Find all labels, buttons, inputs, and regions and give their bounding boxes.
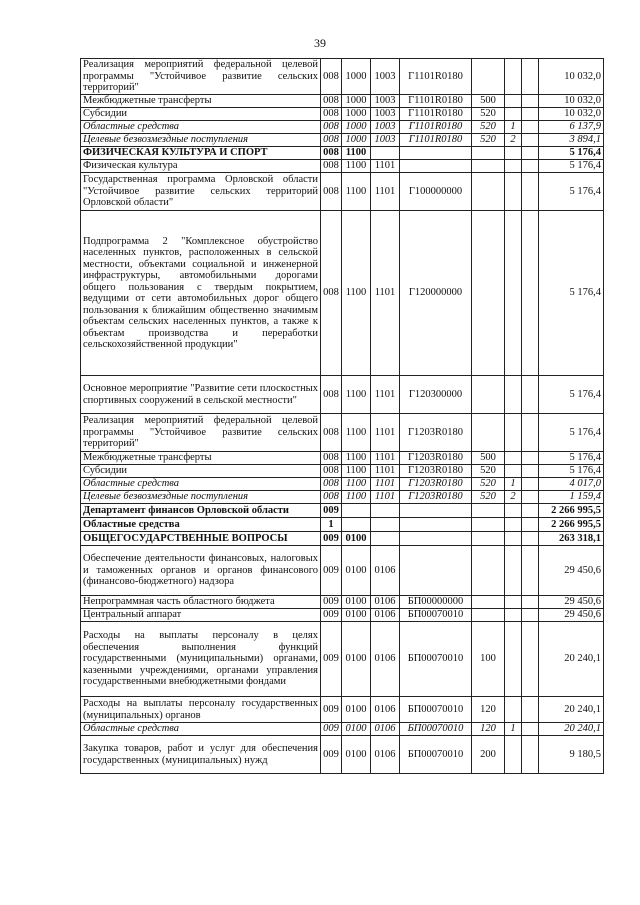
- table-row: [81, 465, 604, 478]
- table-row: [81, 622, 604, 697]
- row-name: Целевые безвозмездные поступления: [81, 134, 321, 147]
- row-source: 2: [505, 491, 522, 504]
- row-section-code: 1100: [342, 147, 371, 160]
- row-name: Субсидии: [81, 108, 321, 121]
- row-amount: 29 450,6: [539, 596, 604, 609]
- row-ministry-code: 008: [321, 95, 342, 108]
- row-source: [505, 414, 522, 452]
- row-amount: 5 176,4: [539, 211, 604, 376]
- row-ministry-code: 008: [321, 121, 342, 134]
- row-source: [505, 697, 522, 723]
- row-amount: 6 137,9: [539, 121, 604, 134]
- row-source: [505, 546, 522, 596]
- row-amount: 10 032,0: [539, 108, 604, 121]
- row-ministry-code: 008: [321, 134, 342, 147]
- row-target-code: БП00000000: [400, 596, 472, 609]
- row-source-extra: [522, 609, 539, 622]
- row-section-code: [342, 504, 371, 518]
- row-section-code: 0100: [342, 736, 371, 774]
- row-name: Межбюджетные трансферты: [81, 452, 321, 465]
- row-target-code: Г1101R0180: [400, 108, 472, 121]
- row-name: Центральный аппарат: [81, 609, 321, 622]
- row-name: Непрограммная часть областного бюджета: [81, 596, 321, 609]
- row-name: ФИЗИЧЕСКАЯ КУЛЬТУРА И СПОРТ: [81, 147, 321, 160]
- row-subsection-code: 1003: [371, 134, 400, 147]
- row-source-extra: [522, 452, 539, 465]
- table-row: [81, 414, 604, 452]
- row-target-code: Г120000000: [400, 211, 472, 376]
- row-source: [505, 160, 522, 173]
- row-name: Межбюджетные трансферты: [81, 95, 321, 108]
- row-expense-type: [472, 376, 505, 414]
- row-section-code: 1100: [342, 414, 371, 452]
- row-source: [505, 95, 522, 108]
- row-ministry-code: 009: [321, 596, 342, 609]
- row-target-code: Г1203R0180: [400, 491, 472, 504]
- row-expense-type: [472, 596, 505, 609]
- row-subsection-code: [371, 518, 400, 532]
- row-subsection-code: 0106: [371, 596, 400, 609]
- table-row: [81, 504, 604, 518]
- table-row: [81, 532, 604, 546]
- row-expense-type: 520: [472, 465, 505, 478]
- row-source: [505, 376, 522, 414]
- row-name: Основное мероприятие "Развитие сети плоскостных спортивных сооружений в сельской местности": [81, 376, 321, 414]
- row-expense-type: 520: [472, 134, 505, 147]
- row-name: Государственная программа Орловской области "Устойчивое развитие сельских территорий Орловской области": [81, 173, 321, 211]
- row-ministry-code: 008: [321, 211, 342, 376]
- row-section-code: 0100: [342, 697, 371, 723]
- row-source-extra: [522, 518, 539, 532]
- row-amount: 20 240,1: [539, 723, 604, 736]
- row-name: Областные средства: [81, 723, 321, 736]
- row-subsection-code: 1101: [371, 211, 400, 376]
- row-section-code: [342, 518, 371, 532]
- row-source-extra: [522, 491, 539, 504]
- row-name: Областные средства: [81, 121, 321, 134]
- row-target-code: Г1203R0180: [400, 414, 472, 452]
- table-row: [81, 546, 604, 596]
- row-source-extra: [522, 121, 539, 134]
- row-expense-type: 500: [472, 95, 505, 108]
- row-ministry-code: 009: [321, 723, 342, 736]
- row-section-code: 1100: [342, 376, 371, 414]
- row-subsection-code: 0106: [371, 546, 400, 596]
- row-amount: 1 159,4: [539, 491, 604, 504]
- row-source-extra: [522, 478, 539, 491]
- row-name: Департамент финансов Орловской области: [81, 504, 321, 518]
- row-source: [505, 211, 522, 376]
- row-ministry-code: 008: [321, 108, 342, 121]
- row-expense-type: [472, 414, 505, 452]
- row-target-code: [400, 147, 472, 160]
- row-target-code: Г1203R0180: [400, 465, 472, 478]
- row-source-extra: [522, 95, 539, 108]
- row-amount: 5 176,4: [539, 465, 604, 478]
- row-expense-type: [472, 518, 505, 532]
- row-name: Реализация мероприятий федеральной целевой программы "Устойчивое развитие сельских территорий": [81, 59, 321, 95]
- row-subsection-code: 1003: [371, 95, 400, 108]
- row-ministry-code: 008: [321, 491, 342, 504]
- row-subsection-code: 1003: [371, 108, 400, 121]
- row-source: [505, 609, 522, 622]
- row-ministry-code: 008: [321, 376, 342, 414]
- row-source: [505, 452, 522, 465]
- row-name: Расходы на выплаты персоналу в целях обеспечения выполнения функций государственными (муниципальными) органами, казенными учреждениями, органами управления государственными внебюджетными фондами: [81, 622, 321, 697]
- row-section-code: 1100: [342, 491, 371, 504]
- row-amount: 2 266 995,5: [539, 518, 604, 532]
- table-row: [81, 134, 604, 147]
- row-source: [505, 532, 522, 546]
- row-source-extra: [522, 736, 539, 774]
- row-ministry-code: 009: [321, 532, 342, 546]
- row-expense-type: 120: [472, 697, 505, 723]
- row-ministry-code: 009: [321, 697, 342, 723]
- row-subsection-code: 1101: [371, 491, 400, 504]
- row-amount: 20 240,1: [539, 622, 604, 697]
- table-row: [81, 160, 604, 173]
- row-target-code: БП00070010: [400, 723, 472, 736]
- row-amount: 10 032,0: [539, 59, 604, 95]
- row-expense-type: [472, 532, 505, 546]
- row-source-extra: [522, 504, 539, 518]
- row-target-code: [400, 546, 472, 596]
- row-target-code: БП00070010: [400, 609, 472, 622]
- table-row: [81, 697, 604, 723]
- table-row: [81, 211, 604, 376]
- row-source-extra: [522, 465, 539, 478]
- row-subsection-code: 1101: [371, 160, 400, 173]
- table-row: [81, 452, 604, 465]
- row-source-extra: [522, 414, 539, 452]
- table-row: [81, 596, 604, 609]
- row-section-code: 1000: [342, 59, 371, 95]
- row-subsection-code: 0106: [371, 609, 400, 622]
- row-amount: 4 017,0: [539, 478, 604, 491]
- row-section-code: 0100: [342, 596, 371, 609]
- table-row: [81, 609, 604, 622]
- row-subsection-code: 1101: [371, 173, 400, 211]
- row-target-code: БП00070010: [400, 736, 472, 774]
- row-source-extra: [522, 108, 539, 121]
- row-source-extra: [522, 596, 539, 609]
- row-expense-type: 520: [472, 491, 505, 504]
- row-target-code: Г1101R0180: [400, 134, 472, 147]
- row-expense-type: [472, 160, 505, 173]
- row-source-extra: [522, 147, 539, 160]
- row-target-code: БП00070010: [400, 622, 472, 697]
- row-source-extra: [522, 622, 539, 697]
- table-row: [81, 59, 604, 95]
- row-source: [505, 59, 522, 95]
- row-source: 1: [505, 121, 522, 134]
- row-name: ОБЩЕГОСУДАРСТВЕННЫЕ ВОПРОСЫ: [81, 532, 321, 546]
- row-name: Субсидии: [81, 465, 321, 478]
- row-section-code: 1000: [342, 121, 371, 134]
- row-expense-type: [472, 609, 505, 622]
- row-source: [505, 108, 522, 121]
- row-source: [505, 504, 522, 518]
- row-target-code: Г120300000: [400, 376, 472, 414]
- row-target-code: БП00070010: [400, 697, 472, 723]
- table-row: [81, 173, 604, 211]
- row-subsection-code: 1101: [371, 478, 400, 491]
- row-name: Реализация мероприятий федеральной целевой программы "Устойчивое развитие сельских территорий": [81, 414, 321, 452]
- row-amount: 29 450,6: [539, 609, 604, 622]
- row-source-extra: [522, 546, 539, 596]
- row-section-code: 0100: [342, 532, 371, 546]
- row-ministry-code: 009: [321, 504, 342, 518]
- row-subsection-code: 1003: [371, 59, 400, 95]
- table-row: [81, 95, 604, 108]
- row-source-extra: [522, 160, 539, 173]
- row-expense-type: 100: [472, 622, 505, 697]
- table-row: [81, 147, 604, 160]
- row-section-code: 0100: [342, 546, 371, 596]
- row-name: Подпрограмма 2 "Комплексное обустройство населенных пунктов, расположенных в сельской местности, объектами социальной и инженерной инфраструктуры, автомобильными дорогами общего пользования с твердым покрытием, ведущими от сети автомобильных дорог общего пользования к ближайшим общественно значимым объектам сельских населенных пунктов, а также к объектам производства и переработки сельскохозяйственной продукции": [81, 211, 321, 376]
- page-number: 39: [314, 36, 326, 50]
- row-name: Областные средства: [81, 518, 321, 532]
- row-name: Физическая культура: [81, 160, 321, 173]
- row-subsection-code: 1101: [371, 452, 400, 465]
- row-ministry-code: 1: [321, 518, 342, 532]
- row-ministry-code: 008: [321, 478, 342, 491]
- row-ministry-code: 008: [321, 59, 342, 95]
- row-name: Расходы на выплаты персоналу государственных (муниципальных) органов: [81, 697, 321, 723]
- row-expense-type: [472, 546, 505, 596]
- table-row: [81, 478, 604, 491]
- row-source: [505, 465, 522, 478]
- row-ministry-code: 008: [321, 173, 342, 211]
- row-amount: 10 032,0: [539, 95, 604, 108]
- row-expense-type: [472, 504, 505, 518]
- row-amount: 5 176,4: [539, 376, 604, 414]
- row-expense-type: [472, 173, 505, 211]
- row-target-code: [400, 160, 472, 173]
- row-section-code: 1100: [342, 211, 371, 376]
- row-ministry-code: 008: [321, 465, 342, 478]
- row-subsection-code: [371, 147, 400, 160]
- row-section-code: 1100: [342, 465, 371, 478]
- row-section-code: 1100: [342, 452, 371, 465]
- row-expense-type: 520: [472, 121, 505, 134]
- row-target-code: [400, 518, 472, 532]
- table-row: [81, 723, 604, 736]
- table-body: [81, 59, 604, 774]
- row-source: [505, 147, 522, 160]
- table-row: [81, 108, 604, 121]
- row-expense-type: [472, 59, 505, 95]
- row-target-code: Г1203R0180: [400, 478, 472, 491]
- row-target-code: [400, 504, 472, 518]
- row-section-code: 0100: [342, 723, 371, 736]
- row-amount: 3 894,1: [539, 134, 604, 147]
- row-name: Целевые безвозмездные поступления: [81, 491, 321, 504]
- row-section-code: 1100: [342, 160, 371, 173]
- row-section-code: 1000: [342, 95, 371, 108]
- row-source: [505, 736, 522, 774]
- table-row: [81, 736, 604, 774]
- row-subsection-code: 0106: [371, 736, 400, 774]
- table-row: [81, 376, 604, 414]
- row-expense-type: 500: [472, 452, 505, 465]
- row-section-code: 1100: [342, 173, 371, 211]
- row-subsection-code: [371, 532, 400, 546]
- row-expense-type: 520: [472, 478, 505, 491]
- row-subsection-code: 0106: [371, 622, 400, 697]
- row-source-extra: [522, 723, 539, 736]
- row-target-code: Г1101R0180: [400, 95, 472, 108]
- row-ministry-code: 008: [321, 414, 342, 452]
- row-amount: 5 176,4: [539, 160, 604, 173]
- row-source: [505, 596, 522, 609]
- row-source: 2: [505, 134, 522, 147]
- row-name: Обеспечение деятельности финансовых, налоговых и таможенных органов и органов финансового (финансово-бюджетного) надзора: [81, 546, 321, 596]
- row-ministry-code: 009: [321, 546, 342, 596]
- table-row: [81, 518, 604, 532]
- row-subsection-code: 0106: [371, 723, 400, 736]
- row-source-extra: [522, 376, 539, 414]
- row-ministry-code: 009: [321, 609, 342, 622]
- row-ministry-code: 008: [321, 147, 342, 160]
- row-ministry-code: 008: [321, 160, 342, 173]
- row-source: [505, 622, 522, 697]
- row-source: 1: [505, 723, 522, 736]
- table-row: [81, 121, 604, 134]
- row-source: [505, 518, 522, 532]
- row-source-extra: [522, 173, 539, 211]
- row-amount: 9 180,5: [539, 736, 604, 774]
- row-target-code: Г1101R0180: [400, 121, 472, 134]
- row-amount: 29 450,6: [539, 546, 604, 596]
- row-ministry-code: 008: [321, 452, 342, 465]
- row-ministry-code: 009: [321, 622, 342, 697]
- row-amount: 263 318,1: [539, 532, 604, 546]
- row-name: Закупка товаров, работ и услуг для обеспечения государственных (муниципальных) нужд: [81, 736, 321, 774]
- row-name: Областные средства: [81, 478, 321, 491]
- row-amount: 5 176,4: [539, 173, 604, 211]
- row-target-code: Г100000000: [400, 173, 472, 211]
- row-source-extra: [522, 59, 539, 95]
- row-section-code: 0100: [342, 609, 371, 622]
- row-amount: 20 240,1: [539, 697, 604, 723]
- row-expense-type: 200: [472, 736, 505, 774]
- table-row: [81, 491, 604, 504]
- row-subsection-code: 0106: [371, 697, 400, 723]
- row-expense-type: 520: [472, 108, 505, 121]
- row-source: 1: [505, 478, 522, 491]
- row-source-extra: [522, 532, 539, 546]
- row-subsection-code: 1101: [371, 465, 400, 478]
- row-source-extra: [522, 697, 539, 723]
- row-amount: 5 176,4: [539, 452, 604, 465]
- row-expense-type: [472, 147, 505, 160]
- row-ministry-code: 009: [321, 736, 342, 774]
- row-amount: 5 176,4: [539, 147, 604, 160]
- row-subsection-code: [371, 504, 400, 518]
- row-source-extra: [522, 134, 539, 147]
- row-section-code: 0100: [342, 622, 371, 697]
- row-expense-type: [472, 211, 505, 376]
- budget-table: [80, 58, 604, 774]
- row-expense-type: 120: [472, 723, 505, 736]
- row-source-extra: [522, 211, 539, 376]
- row-subsection-code: 1101: [371, 414, 400, 452]
- row-subsection-code: 1003: [371, 121, 400, 134]
- row-target-code: Г1101R0180: [400, 59, 472, 95]
- row-target-code: Г1203R0180: [400, 452, 472, 465]
- row-section-code: 1000: [342, 134, 371, 147]
- row-section-code: 1100: [342, 478, 371, 491]
- row-amount: 5 176,4: [539, 414, 604, 452]
- row-amount: 2 266 995,5: [539, 504, 604, 518]
- row-subsection-code: 1101: [371, 376, 400, 414]
- row-target-code: [400, 532, 472, 546]
- row-source: [505, 173, 522, 211]
- row-section-code: 1000: [342, 108, 371, 121]
